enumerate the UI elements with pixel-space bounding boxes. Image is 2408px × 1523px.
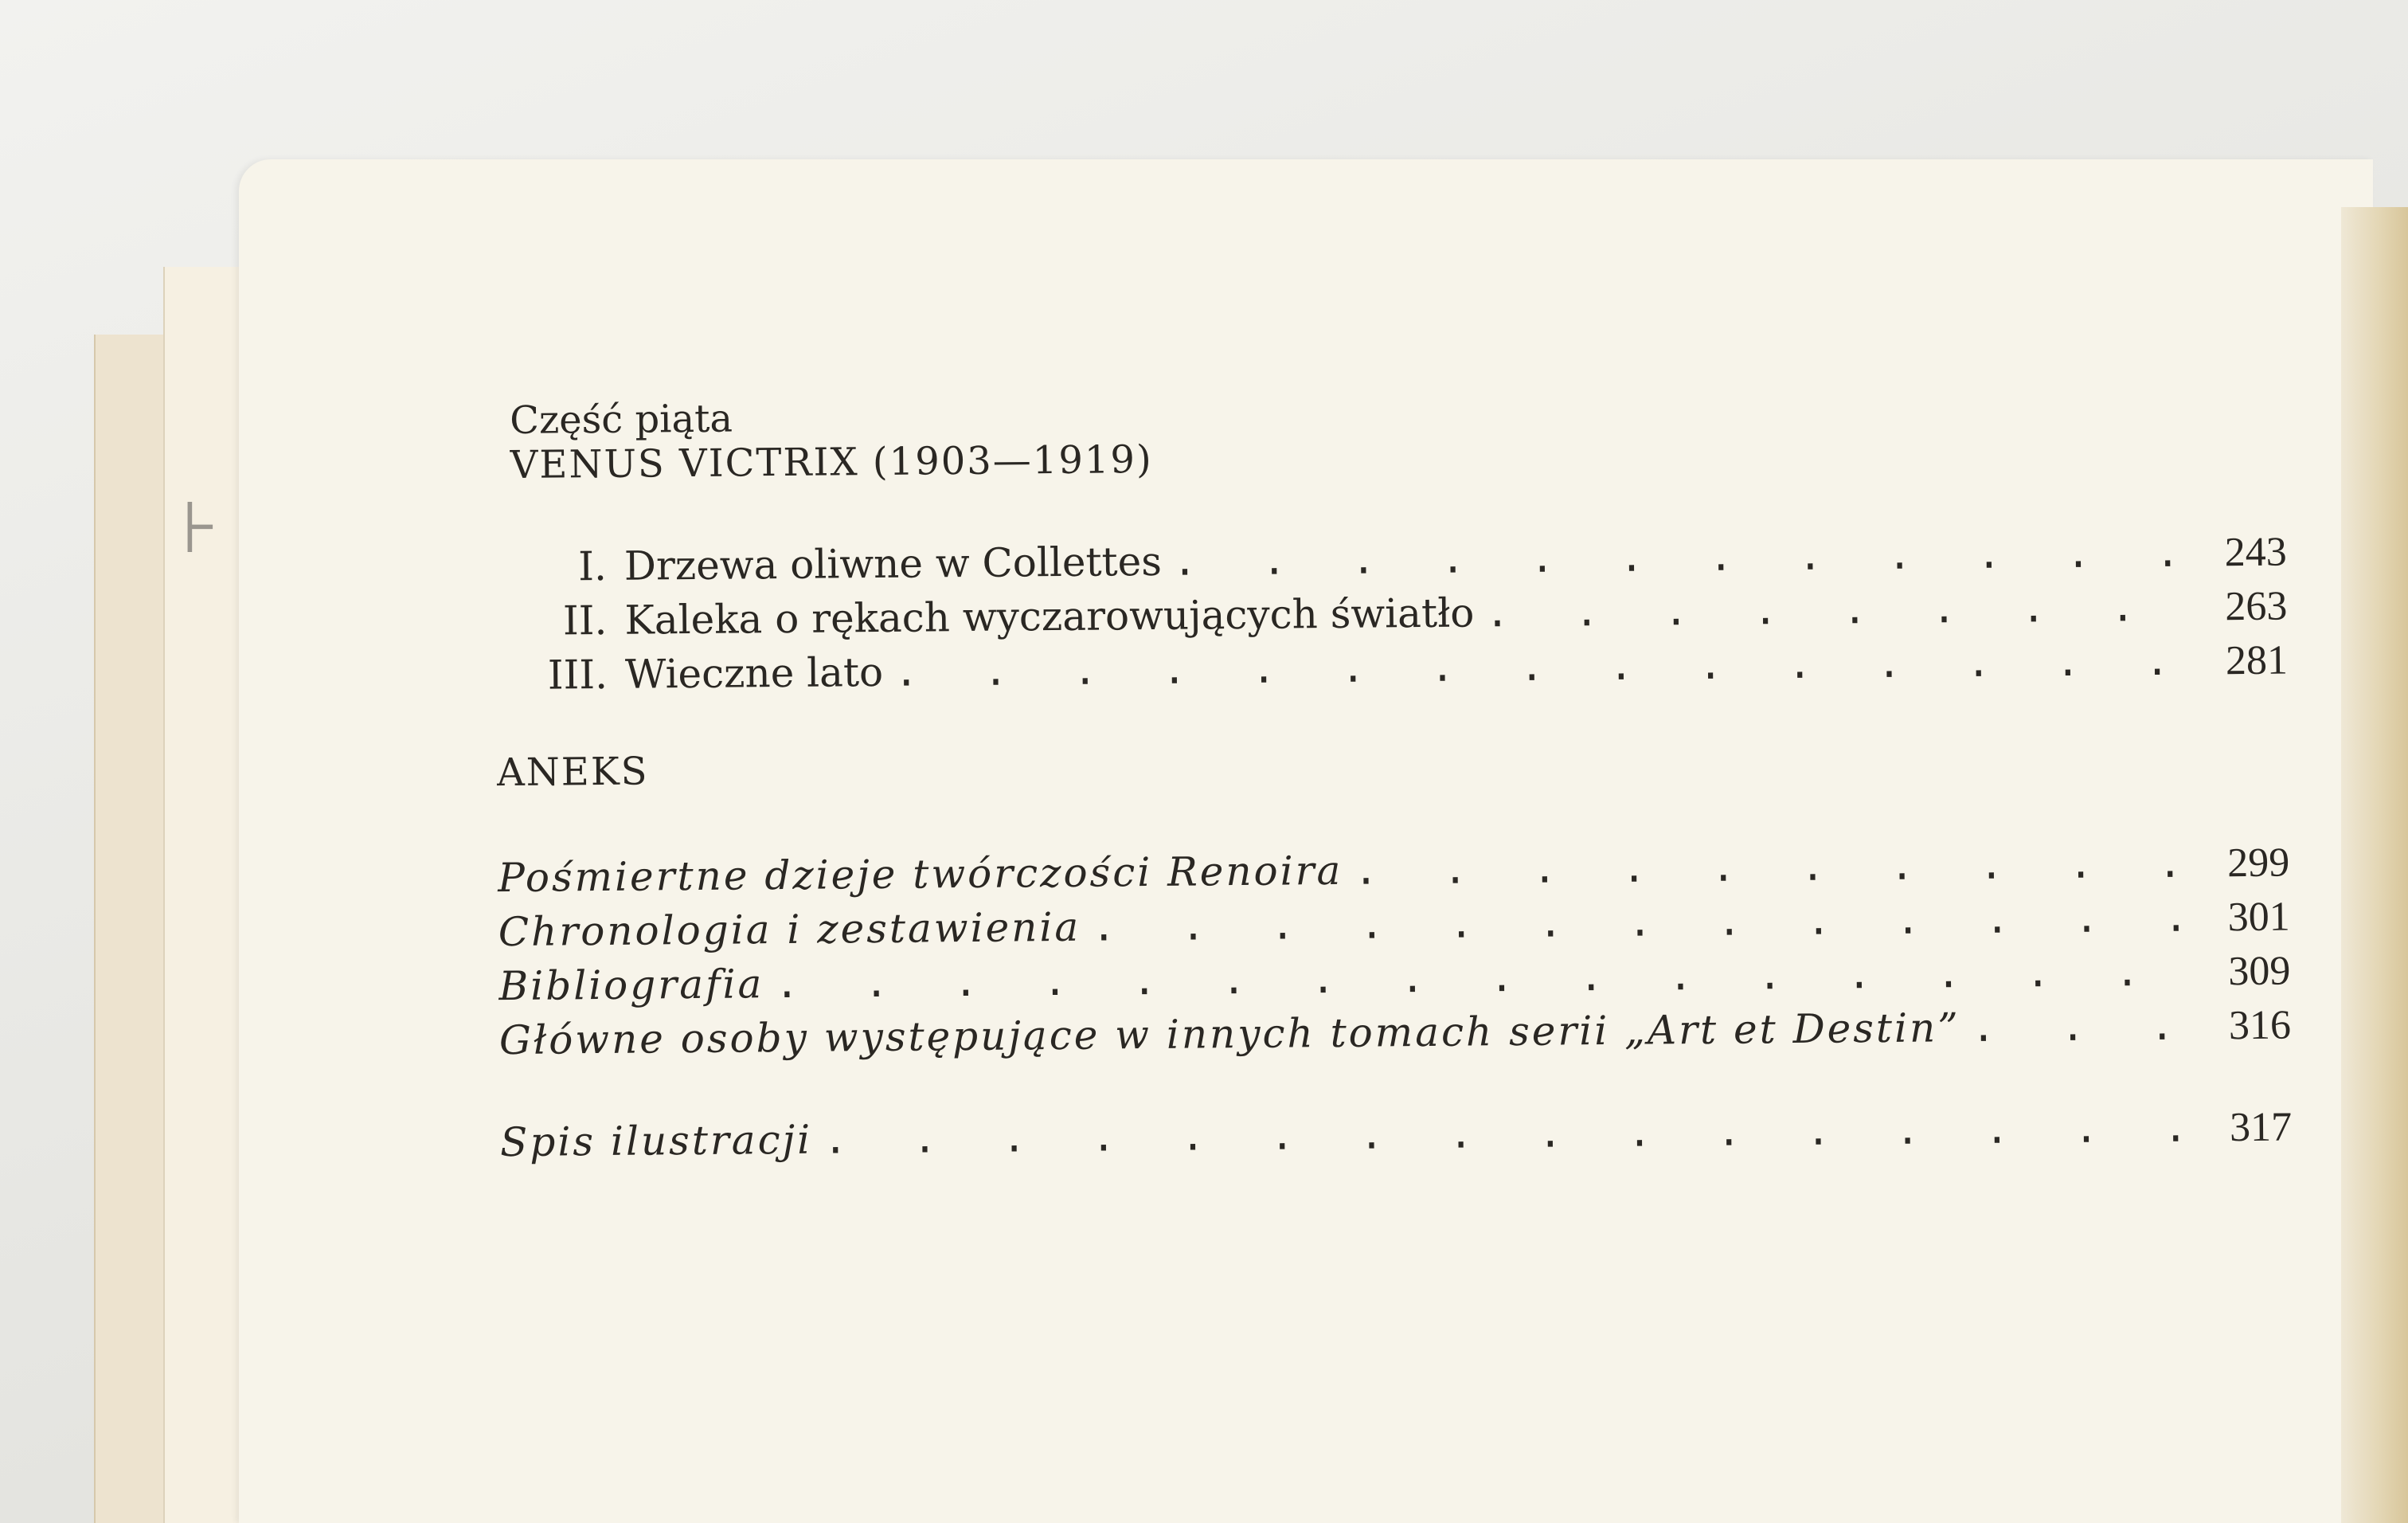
page-number: 317 xyxy=(2229,1104,2293,1151)
chapter-title: Drzewa oliwne w Collettes xyxy=(624,538,1163,589)
pencil-mark: ⊦ xyxy=(182,486,219,570)
chapter-number: II. xyxy=(562,597,608,644)
annex-item-title: Główne osoby występujące w innych tomach serii „Art et Destin” xyxy=(498,1004,1960,1064)
page-number: 299 xyxy=(2226,840,2290,887)
dot-leader xyxy=(1354,836,2207,897)
dot-leader xyxy=(1092,890,2207,953)
chapter-number: I. xyxy=(577,542,608,590)
dot-leader xyxy=(1485,579,2205,640)
book-gutter xyxy=(2341,207,2408,1523)
table-of-contents xyxy=(496,383,2293,1169)
part-title: VENUS VICTRIX (1903—1919) xyxy=(510,437,1153,487)
annex-item-title: Pośmiertne dzieje twórczości Renoira xyxy=(498,847,1343,902)
page-number: 243 xyxy=(2224,529,2288,576)
illustrations-title: Spis ilustracji xyxy=(499,1116,813,1166)
dot-leader xyxy=(894,633,2205,699)
part-label: Część piąta xyxy=(510,396,733,443)
chapter-title: Wieczne lato xyxy=(624,648,884,698)
page-number: 263 xyxy=(2225,583,2288,630)
page-number: 309 xyxy=(2228,948,2291,995)
dot-leader xyxy=(1971,998,2208,1055)
page-number: 316 xyxy=(2228,1002,2292,1049)
chapter-number: III. xyxy=(547,651,608,699)
chapter-title: Kaleka o rękach wyczarowujących światło xyxy=(624,589,1475,644)
dot-leader xyxy=(1173,525,2204,588)
annex-title: ANEKS xyxy=(496,749,649,796)
annex-item-title: Bibliografia xyxy=(498,961,764,1010)
page-number: 281 xyxy=(2225,637,2289,684)
annex-item-title: Chronologia i zestawienia xyxy=(498,903,1081,956)
page-number: 301 xyxy=(2227,894,2291,941)
